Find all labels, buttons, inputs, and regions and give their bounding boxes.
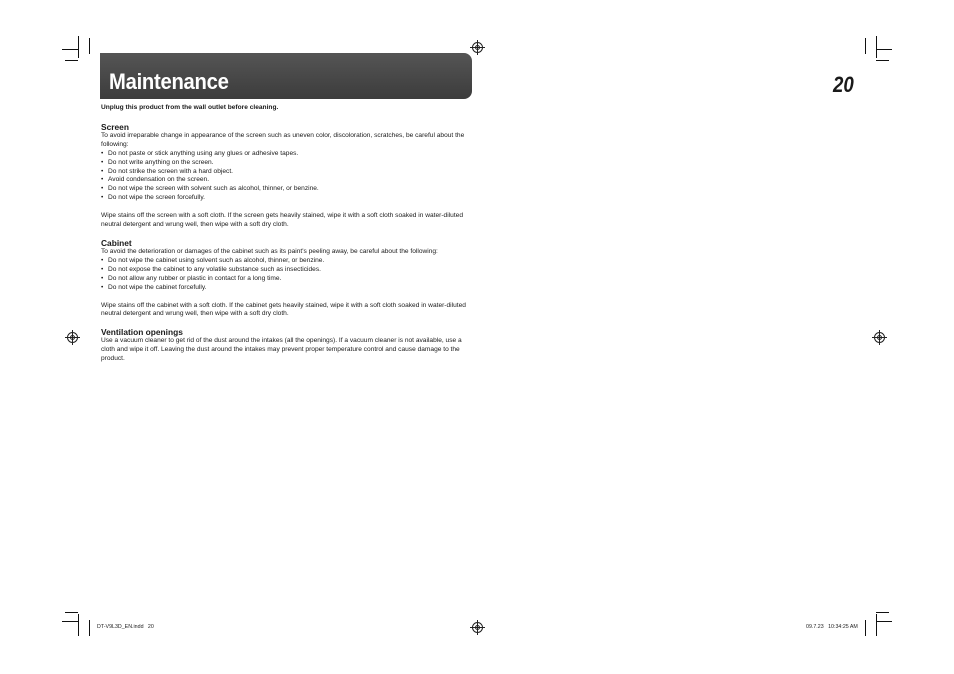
section-ventilation [101,328,473,364]
list-item: • Do not paste or stick anything using any glues or adhesive tapes. [101,150,473,159]
page-title: Maintenance [109,69,229,94]
list-item: • Do not wipe the cabinet using solvent such as alcohol, thinner, or benzine. [101,257,473,266]
crop-mark-icon [876,612,889,613]
section-cabinet [101,239,473,319]
crop-mark-icon [865,620,866,636]
footer-file-info: DT-V9L3D_EN.indd 20 [97,624,154,630]
crop-mark-icon [89,620,90,636]
section-closing: Wipe stains off the screen with a soft cloth. If the screen gets heavily stained, wipe it with a soft cloth soaked in water-diluted neutral detergent and wrung well, then wipe with a soft dry cloth. [101,212,463,229]
list-item: • Do not expose the cabinet to any volatile substance such as insecticides. [101,266,473,275]
crop-mark-icon [65,60,78,61]
registration-target-icon [472,622,483,633]
list-item: • Do not wipe the cabinet forcefully. [101,284,473,293]
list-item: • Avoid condensation on the screen. [101,176,473,185]
crop-mark-icon [62,621,78,622]
footer-timestamp: 09.7.23 10:34:25 AM [806,624,858,630]
section-closing: Wipe stains off the cabinet with a soft cloth. If the cabinet gets heavily stained, wipe it with a soft cloth soaked in water-diluted neutral detergent and wrung well, then wipe with a soft dry cloth. [101,301,466,318]
page-number: 20 [833,72,854,97]
list-item: • Do not allow any rubber or plastic in contact for a long time. [101,275,473,284]
list-item: • Do not wipe the screen with solvent such as alcohol, thinner, or benzine. [101,185,473,194]
crop-mark-icon [65,612,78,613]
document-body [101,104,473,373]
crop-mark-icon [876,36,877,58]
title-banner [100,53,472,99]
list-item: • Do not wipe the screen forcefully. [101,194,473,203]
list-item: • Do not strike the screen with a hard object. [101,168,473,177]
registration-target-icon [874,332,885,343]
section-heading: Ventilation openings [101,327,183,338]
crop-mark-icon [876,621,892,622]
section-screen [101,123,473,230]
crop-mark-icon [89,38,90,54]
crop-mark-icon [78,36,79,58]
bullet-list [101,257,473,293]
list-item: • Do not write anything on the screen. [101,159,473,168]
section-lead: To avoid the deterioration or damages of the cabinet such as its paint's peeling away, be careful about the following: [101,247,438,255]
registration-target-icon [472,42,483,53]
registration-target-icon [67,332,78,343]
section-heading: Screen [101,121,129,132]
crop-mark-icon [62,49,78,50]
section-lead: Use a vacuum cleaner to get rid of the dust around the intakes (all the openings). If a vacuum cleaner is not available, use a cloth and wipe it off. Leaving the dust around the intakes may prevent proper temperature control and cause damage to the product. [101,337,462,363]
section-lead: To avoid irreparable change in appearance of the screen such as uneven color, discoloration, scratches, be careful about the following: [101,131,465,148]
crop-mark-icon [876,49,892,50]
bullet-list [101,150,473,203]
crop-mark-icon [865,38,866,54]
crop-mark-icon [876,614,877,636]
crop-mark-icon [78,614,79,636]
intro-warning: Unplug this product from the wall outlet before cleaning. [101,104,279,111]
section-heading: Cabinet [101,237,132,248]
crop-mark-icon [876,60,889,61]
